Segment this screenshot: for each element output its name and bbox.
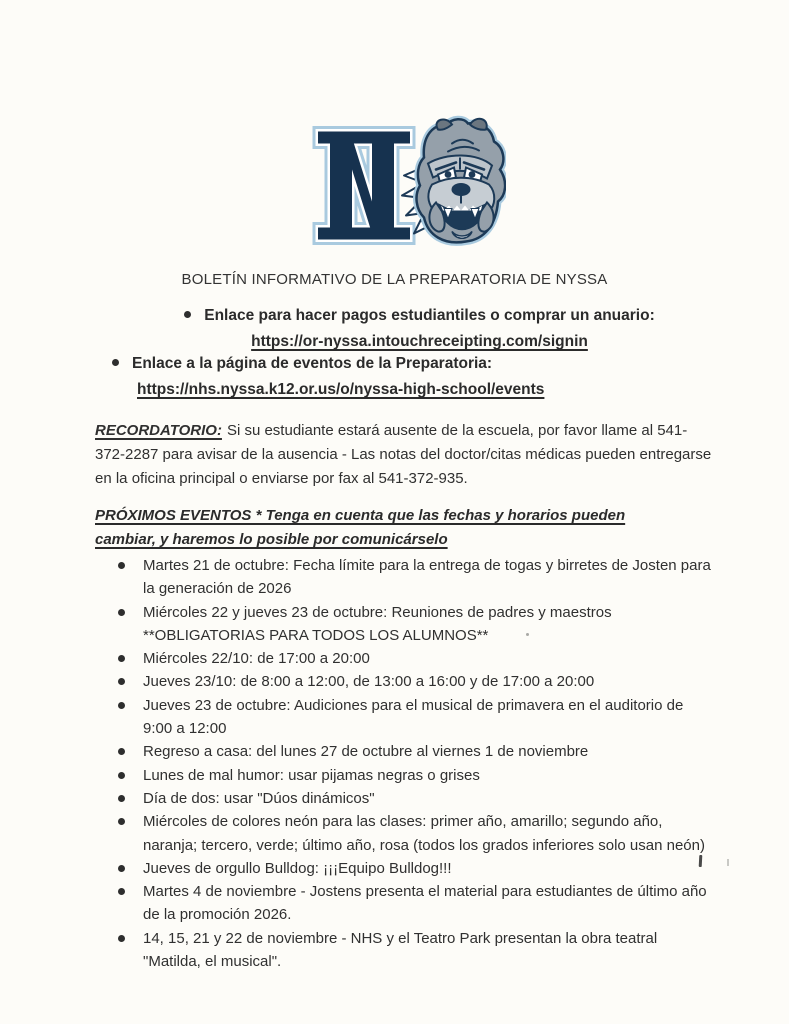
event-list-item bbox=[118, 764, 718, 787]
scan-speck bbox=[526, 633, 529, 636]
page-title: BOLETÍN INFORMATIVO DE LA PREPARATORIA DE NYSSA bbox=[181, 271, 608, 288]
event-text: Día de dos: usar "Dúos dinámicos" bbox=[143, 789, 375, 807]
scan-speck bbox=[699, 855, 703, 867]
payment-link-label: Enlace para hacer pagos estudiantiles o comprar un anuario: bbox=[204, 307, 655, 324]
payment-link-block bbox=[90, 303, 749, 355]
bullet-icon bbox=[118, 702, 125, 709]
event-list-item bbox=[118, 670, 718, 693]
letter-n bbox=[318, 132, 410, 240]
event-list-item bbox=[118, 787, 718, 810]
event-list-item bbox=[118, 857, 718, 880]
events-page-link-label: Enlace a la página de eventos de la Preparatoria: bbox=[132, 355, 493, 372]
event-list-item bbox=[118, 740, 718, 763]
event-text: Miércoles de colores neón para las clases: primer año, amarillo; segundo año, naranja; tercero, verde; último año, rosa (todos los grados inferiores solo usan neón) bbox=[143, 813, 705, 854]
event-list-item bbox=[118, 694, 718, 741]
bullet-icon bbox=[118, 818, 125, 825]
event-text: Martes 4 de noviembre - Jostens presenta el material para estudiantes de último año de la promoción 2026. bbox=[143, 883, 707, 924]
bullet-icon bbox=[118, 865, 125, 872]
event-text: Lunes de mal humor: usar pijamas negras o grises bbox=[143, 766, 480, 784]
event-text: Jueves de orgullo Bulldog: ¡¡¡Equipo Bulldog!!! bbox=[143, 859, 452, 877]
bullet-icon bbox=[118, 935, 125, 942]
payment-link-line bbox=[90, 303, 749, 329]
payment-link-url[interactable]: https://or-nyssa.intouchreceipting.com/signin bbox=[251, 333, 588, 350]
event-list-item bbox=[118, 647, 718, 670]
event-list-item bbox=[118, 554, 718, 601]
reminder-body: Si su estudiante estará ausente de la escuela, por favor llame al 541-372-2287 para avisar de la ausencia - Las notas del doctor/citas médicas pueden entregarse en la oficina principal o enviarse por fax al 541-372-935. bbox=[95, 422, 712, 487]
bullet-icon bbox=[118, 748, 125, 755]
event-text: Jueves 23/10: de 8:00 a 12:00, de 13:00 a 16:00 y de 17:00 a 20:00 bbox=[143, 673, 595, 691]
bullet-icon bbox=[118, 562, 125, 569]
nyssa-bulldog-logo-icon bbox=[306, 112, 506, 260]
event-text: Jueves 23 de octubre: Audiciones para el musical de primavera en el auditorio de 9:00 a 12:00 bbox=[143, 696, 684, 738]
bullet-icon bbox=[118, 888, 125, 895]
reminder-paragraph bbox=[95, 419, 715, 491]
bulldog-head bbox=[402, 119, 505, 243]
event-text: 14, 15, 21 y 22 de noviembre - NHS y el Teatro Park presentan la obra teatral "Matilda, el musical". bbox=[143, 929, 658, 971]
bullet-icon bbox=[112, 359, 119, 366]
event-text: Martes 21 de octubre: Fecha límite para la entrega de togas y birretes de Josten para la generación de 2026 bbox=[143, 557, 711, 598]
upcoming-events-heading: PRÓXIMOS EVENTOS * Tenga en cuenta que las fechas y horarios pueden cambiar, y haremos lo posible por comunicárselo bbox=[95, 507, 626, 548]
event-list-item bbox=[118, 880, 718, 927]
events-page-link-block bbox=[112, 351, 544, 403]
bullet-icon bbox=[184, 311, 191, 318]
scan-speck bbox=[727, 859, 729, 866]
bullet-icon bbox=[118, 795, 125, 802]
reminder-heading: RECORDATORIO: bbox=[95, 422, 222, 439]
event-text: Miércoles 22/10: de 17:00 a 20:00 bbox=[143, 650, 370, 668]
events-page-link-url[interactable]: https://nhs.nyssa.k12.or.us/o/nyssa-high-school/events bbox=[137, 381, 545, 398]
events-page-link-line bbox=[112, 351, 544, 377]
bullet-icon bbox=[118, 609, 125, 616]
event-text: Miércoles 22 y jueves 23 de octubre: Reuniones de padres y maestros **OBLIGATORIAS PARA TODOS LOS ALUMNOS** bbox=[143, 603, 612, 644]
bullet-icon bbox=[118, 772, 125, 779]
event-list-item bbox=[118, 927, 718, 974]
event-list-item bbox=[118, 601, 718, 648]
event-text: Regreso a casa: del lunes 27 de octubre al viernes 1 de noviembre bbox=[143, 743, 589, 761]
bullet-icon bbox=[118, 678, 125, 685]
events-list bbox=[118, 554, 718, 973]
events-page-url-line bbox=[137, 377, 544, 403]
event-list-item bbox=[118, 810, 718, 857]
bullet-icon bbox=[118, 655, 125, 662]
